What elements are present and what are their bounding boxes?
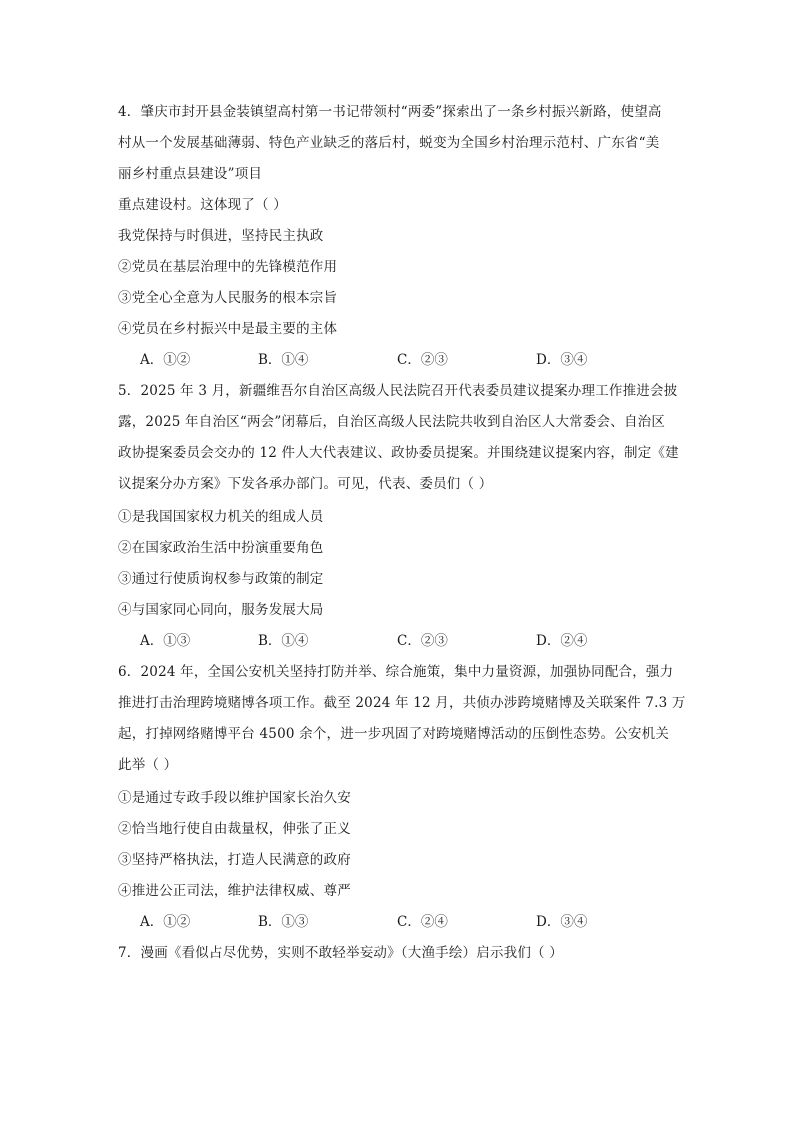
question-5-stem-line: 露，2025 年自治区“两会”闭幕后，自治区高级人民法院共收到自治区人大常委会、自治区 <box>118 414 666 430</box>
question-4-statement: ②党员在基层治理中的先锋模范作用 <box>118 259 338 275</box>
question-4-statement: 我党保持与时俱进，坚持民主执政 <box>118 228 324 244</box>
option-d: D．③④ <box>536 352 588 368</box>
option-b: B．①③ <box>258 914 309 930</box>
question-5-statement: ③通过行使质询权参与政策的制定 <box>118 571 324 587</box>
question-6-statement: ④推进公正司法，维护法律权威、尊严 <box>118 883 351 899</box>
question-6-statement: ②恰当地行使自由裁量权，伸张了正义 <box>118 821 351 837</box>
question-5-statement: ④与国家同心同向，服务发展大局 <box>118 602 324 618</box>
question-6-statement: ①是通过专政手段以维护国家长治久安 <box>118 790 351 806</box>
question-6-stem-line: 此举（ ） <box>118 757 178 773</box>
question-6-statement: ③坚持严格执法，打造人民满意的政府 <box>118 852 351 868</box>
option-a: A．①② <box>140 914 191 930</box>
question-6-stem-line: 起，打掉网络赌博平台 4500 余个，进一步巩固了对跨境赌博活动的压倒性态势。公安机关 <box>118 726 670 742</box>
option-c: C．②③ <box>397 633 448 649</box>
option-b: B．①④ <box>258 633 309 649</box>
option-d: D．②④ <box>536 633 588 649</box>
question-5-stem-line: 议提案分办方案》下发各承办部门。可见，代表、委员们（ ） <box>118 476 493 492</box>
question-6-stem-line: 6．2024 年，全国公安机关坚持打防并举、综合施策，集中力量资源，加强协同配合，强力 <box>118 664 674 680</box>
option-c: C．②④ <box>397 914 448 930</box>
question-5-statement: ②在国家政治生活中扮演重要角色 <box>118 540 324 556</box>
option-a: A．①③ <box>140 633 191 649</box>
question-5-statement: ①是我国国家权力机关的组成人员 <box>118 509 324 525</box>
question-4-stem-line: 4．肇庆市封开县金装镇望高村第一书记带领村“两委”探索出了一条乡村振兴新路，使望高 <box>118 104 662 120</box>
question-5-stem-line: 政协提案委员会交办的 12 件人大代表建议、政协委员提案。并围绕建议提案内容，制定《建 <box>118 445 679 461</box>
question-4-statement: ③党全心全意为人民服务的根本宗旨 <box>118 290 338 306</box>
question-4-stem-line: 重点建设村。这体现了（ ） <box>118 197 287 213</box>
question-7-stem-line: 7．漫画《看似占尽优势，实则不敢轻举妄动》（大渔手绘）启示我们（ ） <box>118 945 563 961</box>
question-5-stem-line: 5．2025 年 3 月，新疆维吾尔自治区高级人民法院召开代表委员建议提案办理工作推进会披 <box>118 383 678 399</box>
option-c: C．②③ <box>397 352 448 368</box>
option-d: D．③④ <box>536 914 588 930</box>
option-a: A．①② <box>140 352 191 368</box>
question-4-statement: ④党员在乡村振兴中是最主要的主体 <box>118 321 338 337</box>
question-6-stem-line: 推进打击治理跨境赌博各项工作。截至 2024 年 12 月，共侦办涉跨境赌博及关联案件 7.3 万 <box>118 695 686 711</box>
question-4-stem-line: 丽乡村重点县建设”项目 <box>118 166 263 182</box>
question-4-stem-line: 村从一个发展基础薄弱、特色产业缺乏的落后村，蜕变为全国乡村治理示范村、广东省“美 <box>118 135 660 151</box>
option-b: B．①④ <box>258 352 309 368</box>
